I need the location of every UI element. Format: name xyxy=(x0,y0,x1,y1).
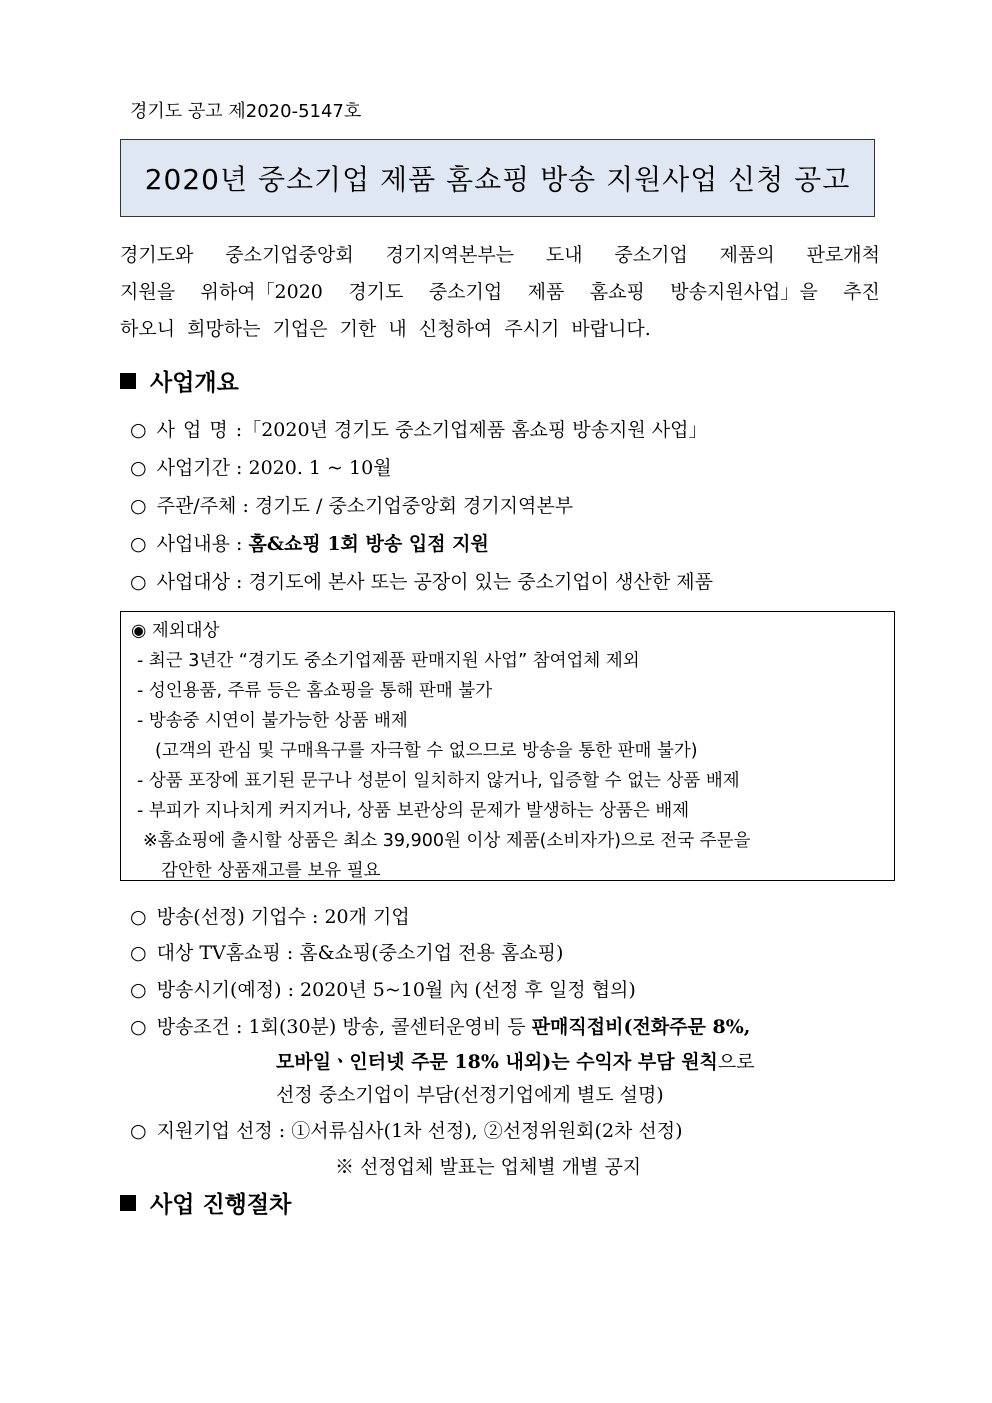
circle-bullet-icon: ○ xyxy=(130,906,147,928)
circle-bullet-icon: ○ xyxy=(130,419,147,441)
circle-bullet-icon: ○ xyxy=(130,457,147,479)
broadcast-selection: ○ 지원기업 선정 : ①서류심사(1차 선정), ②선정위원회(2차 선정) xyxy=(130,1120,683,1142)
overview-content: ○ 사업내용 : 홈&쇼핑 1회 방송 입점 지원 xyxy=(130,533,489,555)
square-bullet-icon xyxy=(120,1195,136,1211)
exclusion-item: - 방송중 시연이 불가능한 상품 배제 xyxy=(137,711,408,731)
circle-bullet-icon: ○ xyxy=(130,979,147,1001)
broadcast-condition-cont: 모바일ㆍ인터넷 주문 18% 내외)는 수익자 부담 원칙으로 xyxy=(276,1051,755,1073)
circle-bullet-icon: ○ xyxy=(130,495,147,517)
section-heading-overview: 사업개요 xyxy=(120,364,239,397)
overview-name: ○ 사 업 명 :「2020년 경기도 중소기업제품 홈쇼핑 방송지원 사업」 xyxy=(130,419,708,441)
intro-paragraph xyxy=(120,237,880,348)
exclusion-item: - 부피가 지나치게 커지거나, 상품 보관상의 문제가 발생하는 상품은 배제 xyxy=(137,801,690,821)
overview-host: ○ 주관/주체 : 경기도 / 중소기업중앙회 경기지역본부 xyxy=(130,495,574,517)
exclusion-item: - 상품 포장에 표기된 문구나 성분이 일치하지 않거나, 입증할 수 없는 상품 배제 xyxy=(137,771,740,791)
broadcast-count: ○ 방송(선정) 기업수 : 20개 기업 xyxy=(130,906,410,928)
broadcast-condition-cont: 선정 중소기업이 부담(선정기업에게 별도 설명) xyxy=(276,1084,664,1106)
broadcast-channel: ○ 대상 TV홈쇼핑 : 홈&쇼핑(중소기업 전용 홈쇼핑) xyxy=(130,942,564,964)
overview-period: ○ 사업기간 : 2020. 1 ~ 10월 xyxy=(130,457,392,479)
exclusion-note: 감안한 상품재고를 보유 필요 xyxy=(161,861,381,881)
circle-bullet-icon: ○ xyxy=(130,533,147,555)
notice-number: 경기도 공고 제2020-5147호 xyxy=(130,101,362,122)
exclusion-item: - 성인용품, 주류 등은 홈쇼핑을 통해 판매 불가 xyxy=(137,681,493,701)
circle-bullet-icon: ○ xyxy=(130,571,147,593)
square-bullet-icon xyxy=(120,373,136,389)
section-heading-procedure: 사업 진행절차 xyxy=(120,1186,291,1219)
exclusion-item: (고객의 관심 및 구매욕구를 자극할 수 없으므로 방송을 통한 판매 불가) xyxy=(155,741,698,761)
exclusion-heading: ◉ 제외대상 xyxy=(131,621,220,641)
intro-line: 지원을 위하여「2020 경기도 중소기업 제품 홈쇼핑 방송지원사업」을 추진 xyxy=(120,281,880,303)
intro-line: 하오니 희망하는 기업은 기한 내 신청하여 주시기 바랍니다. xyxy=(120,318,651,340)
page-title: 2020년 중소기업 제품 홈쇼핑 방송 지원사업 신청 공고 xyxy=(120,139,875,217)
circle-bullet-icon: ○ xyxy=(130,1120,147,1142)
overview-target: ○ 사업대상 : 경기도에 본사 또는 공장이 있는 중소기업이 생산한 제품 xyxy=(130,571,713,593)
broadcast-timing: ○ 방송시기(예정) : 2020년 5~10월 內 (선정 후 일정 협의) xyxy=(130,979,636,1001)
circle-bullet-icon: ○ xyxy=(130,1016,147,1038)
selection-note: ※ 선정업체 발표는 업체별 개별 공지 xyxy=(335,1156,642,1178)
exclusion-item: - 최근 3년간 “경기도 중소기업제품 판매지원 사업” 참여업체 제외 xyxy=(137,651,640,671)
circle-bullet-icon: ○ xyxy=(130,942,147,964)
exclusion-box xyxy=(120,611,895,881)
broadcast-condition: ○ 방송조건 : 1회(30분) 방송, 콜센터운영비 등 판매직접비(전화주문 8%, xyxy=(130,1016,751,1038)
exclusion-note: ※홈쇼핑에 출시할 상품은 최소 39,900원 이상 제품(소비자가)으로 전국 주문을 xyxy=(143,831,751,851)
intro-line: 경기도와 중소기업중앙회 경기지역본부는 도내 중소기업 제품의 판로개척 xyxy=(120,244,880,266)
